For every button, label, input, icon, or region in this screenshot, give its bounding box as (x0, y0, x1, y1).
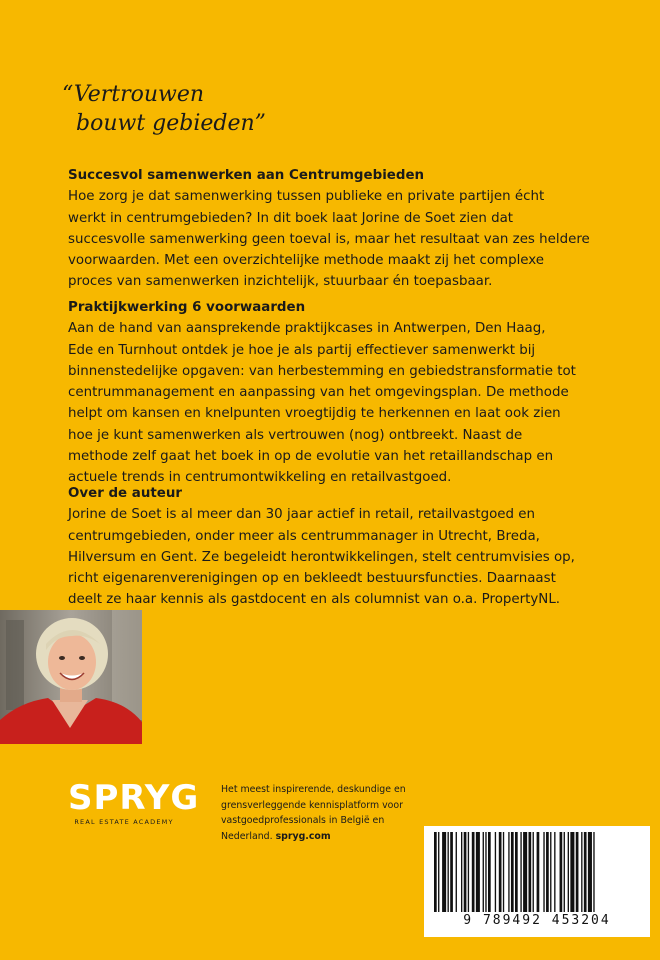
body-line: voorwaarden. Met een overzichtelijke methode maakt zij het complexe (68, 253, 545, 269)
body-line: helpt om kansen en knelpunten vroegtijdig te herkennen en laat ook zien (68, 406, 561, 422)
body-line: werkt in centrumgebieden? In dit boek laat Jorine de Soet zien dat (68, 210, 514, 226)
section-auteur (68, 483, 616, 611)
section-body (68, 186, 616, 292)
section-samenwerken (68, 165, 616, 293)
body-line: richt eigenarenverenigingen op en bekleedt bestuursfuncties. Daarnaast (68, 571, 556, 587)
tagline-line: Nederland. (221, 830, 276, 842)
barcode (424, 826, 650, 937)
body-line: proces van samenwerken inzichtelijk, stuurbaar én toepasbaar. (68, 274, 493, 290)
spryg-subtitle: REAL ESTATE ACADEMY (74, 818, 174, 826)
quote-line-2: bouwt gebieden” (76, 111, 266, 136)
body-line: succesvolle samenwerking geen toeval is, maar het resultaat van zes heldere (68, 231, 590, 247)
tagline-line: Het meest inspirerende, deskundige en (221, 784, 406, 795)
body-line: Hoe zorg je dat samenwerking tussen publieke en private partijen écht (68, 189, 545, 205)
quote-line-1: “Vertrouwen (62, 82, 205, 107)
body-line: hoe je kunt samenwerken als vertrouwen (nog) ontbreekt. Naast de (68, 427, 523, 443)
body-line: centrumgebieden, onder meer als centrummanager in Utrecht, Breda, (68, 528, 540, 544)
section-praktijkwerking (68, 297, 616, 489)
isbn-number: 9 789492 453204 (463, 913, 611, 928)
body-line: Jorine de Soet is al meer dan 30 jaar actief in retail, retailvastgoed en (68, 507, 536, 523)
body-line: Ede en Turnhout ontdek je hoe je als partij effectiever samenwerkt bij (68, 342, 536, 358)
author-photo (0, 610, 142, 744)
section-heading: Succesvol samenwerken aan Centrumgebieden (68, 168, 425, 183)
body-line: centrummanagement en aanpassing van het omgevingsplan. De methode (68, 385, 569, 401)
section-heading: Praktijkwerking 6 voorwaarden (68, 300, 306, 315)
spryg-wordmark: SPRYG (68, 778, 200, 818)
section-body (68, 504, 616, 610)
body-line: Hilversum en Gent. Ze begeleidt herontwikkelingen, stelt centrumvisies op, (68, 549, 575, 565)
body-line: Aan de hand van aansprekende praktijkcases in Antwerpen, Den Haag, (68, 321, 546, 337)
barcode-bars (430, 832, 644, 914)
section-heading: Over de auteur (68, 486, 182, 501)
website-link: spryg.com (275, 830, 331, 842)
publisher-tagline (221, 782, 411, 844)
author-portrait-illustration (0, 610, 142, 744)
body-line: methode zelf gaat het boek in op de evolutie van het retaillandschap en (68, 449, 554, 465)
spryg-logo (68, 778, 200, 826)
body-line: deelt ze haar kennis als gastdocent en als columnist van o.a. PropertyNL. (68, 592, 561, 608)
tagline-line: grensverleggende kennisplatform voor (221, 799, 403, 811)
cover-quote (62, 80, 266, 138)
body-line: binnenstedelijke opgaven: van herbestemming en gebiedstransformatie tot (68, 363, 576, 379)
section-body (68, 318, 616, 488)
tagline-line: vastgoedprofessionals in België en (221, 815, 385, 826)
body-line: actuele trends in centrumontwikkeling en retailvastgoed. (68, 470, 452, 486)
